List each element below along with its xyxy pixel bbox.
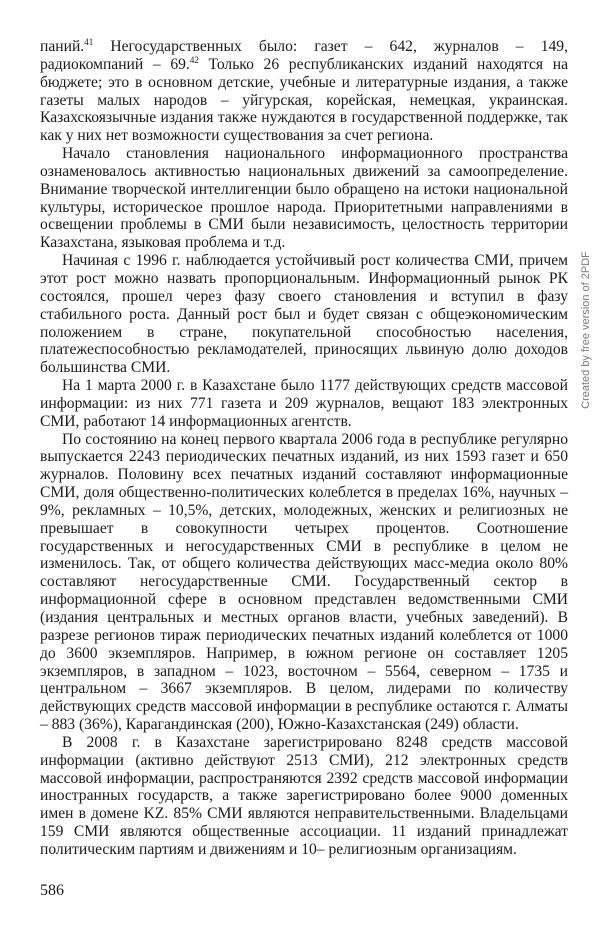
footnote-ref-41[interactable]: 41 xyxy=(84,36,94,47)
paragraph-3: Начиная с 1996 г. наблюдается устойчивый рост количества СМИ, причем этот рост можно назвать пропорциональным. Информационный рынок РК состоялся, прошел через фазу своего становления и вступил в фазу стабильного роста. Данный рост был и будет связан с общеэкономическим положением в стране, покупательной способностью населения, платежеспособностью рекламодателей, приносящих львиную долю доходов большинства СМИ. xyxy=(40,252,568,377)
paragraph-1-text-b: Негосударственных было: газет – 642, журналов – 149, радиокомпаний – 69. xyxy=(40,38,568,73)
paragraph-1 xyxy=(40,38,568,145)
paragraph-4: На 1 марта 2000 г. в Казахстане было 1177 действующих средств массовой информации: из них 771 газета и 209 журналов, вещают 183 электронных СМИ, работают 14 информационных агентств. xyxy=(40,377,568,430)
paragraph-6: В 2008 г. в Казахстане зарегистрировано 8248 средств массовой информации (активно действуют 2513 СМИ), 212 электронных средств массовой информации, распространяются 2392 средств массовой информации иностранных государств, а также зарегистрировано более 9000 доменных имен в домене KZ. 85% СМИ являются неправительственными. Владельцами 159 СМИ являются общественные ассоциации. 11 изданий принадлежат политическим партиям и движениям и 10– религиозным организациям. xyxy=(40,733,568,858)
paragraph-2: Начало становления национального информационного пространства ознаменовалось активностью национальных движений за самоопределение. Внимание творческой интеллигенции было обращено на истоки национальной культуры, историческое прошлое народа. Приоритетными направлениями в освещении проблемы в СМИ были независимость, целостность территории Казахстана, языковая проблема и т.д. xyxy=(40,145,568,252)
paragraph-1-text-c: Только 26 республиканских изданий находятся на бюджете; это в основном детские, учебные и литературные издания, а также газеты малых народов – уйгурская, корейская, немецкая, украинская. Казахскоязычные издания также нуждаются в государственной поддержке, так как у них нет возможности существования за счет региона. xyxy=(40,55,568,145)
page-number: 586 xyxy=(40,882,64,899)
watermark-text: Created by free version of 2PDF xyxy=(580,251,592,409)
paragraph-1-text-a: паний. xyxy=(40,38,85,55)
footnote-ref-42[interactable]: 42 xyxy=(189,54,199,65)
paragraph-5: По состоянию на конец первого квартала 2006 года в республике регулярно выпускается 2243 периодических печатных изданий, из них 1593 газет и 650 журналов. Половину всех печатных изданий составляют информационные СМИ, доля общественно-политических колеблется в пределах 16%, научных – 9%, рекламных – 10,5%, детских, молодежных, женских и религиозных не превышает в совокупности четырех процентов. Соотношение государственных и негосударственных СМИ в республике в целом не изменилось. Так, от общего количества действующих масс-медиа около 80% составляют негосударственные СМИ. Государственный сектор в информационной сфере в основном представлен ведомственными СМИ (издания центральных и местных органов власти, учебных заведений). В разрезе регионов тираж периодических печатных изданий колеблется от 1000 до 3600 экземпляров. Например, в южном регионе он составляет 1205 экземпляров, в западном – 1023, восточном – 5564, северном – 1735 и центральном – 3667 экземпляров. В целом, лидерами по количеству действующих средств массовой информации в республике остаются г. Алматы – 883 (36%), Карагандинская (200), Южно-Казахстанская (249) области. xyxy=(40,430,568,734)
page-body xyxy=(40,38,568,859)
